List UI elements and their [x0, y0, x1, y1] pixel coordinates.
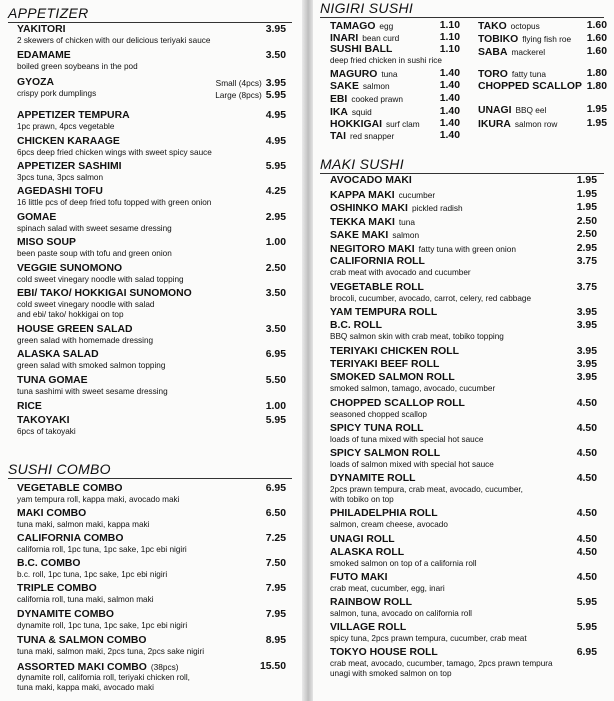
menu-item-name [330, 93, 403, 106]
menu-item-description: crab meat with avocado and cucumber [330, 268, 471, 277]
menu-item-description: loads of salmon mixed with special hot sauce [330, 460, 494, 469]
item-name: INARI [330, 33, 359, 44]
item-name: SMOKED SALMON ROLL [330, 372, 455, 383]
menu-item-name [17, 401, 42, 413]
menu-item-description: brocoli, cucumber, avocado, carrot, celery, red cabbage [330, 294, 531, 303]
menu-item-price: 7.50 [265, 558, 286, 569]
menu-item-name [330, 256, 425, 268]
menu-item-price: 2.50 [576, 216, 597, 227]
menu-item-price: 5.50 [265, 375, 286, 386]
menu-item-description: tuna sashimi with sweet sesame dressing [17, 387, 168, 396]
menu-item-name [330, 229, 419, 242]
menu-item-name [330, 175, 412, 187]
menu-item-name [330, 508, 438, 520]
item-inline-note: squid [351, 107, 372, 117]
menu-item-price: 3.75 [576, 256, 597, 267]
menu-item-price: 1.60 [586, 46, 607, 57]
menu-item-description: dynamite roll, california roll, teriyaki chicken roll, [17, 673, 190, 682]
menu-item-description: unagi with smoked salmon on top [330, 668, 452, 678]
menu-item-name [17, 212, 56, 224]
menu-item-price: 5.95 [265, 415, 286, 426]
menu-item-name [17, 237, 76, 249]
item-inline-note: salmon row [514, 119, 558, 129]
section-rule [8, 478, 292, 479]
menu-item-price: 3.95 [576, 372, 597, 383]
menu-item-price: 3.75 [576, 282, 597, 293]
size-price: 3.95 [265, 78, 286, 89]
menu-item-description: 6pcs deep fried chicken wings with sweet spicy sauce [17, 148, 212, 157]
menu-item-description: yam tempura roll, kappa maki, avocado maki [17, 495, 180, 504]
menu-item-name [330, 130, 394, 143]
item-inline-note: mackerel [511, 47, 546, 57]
menu-item-name [330, 243, 516, 256]
menu-item-description: 1pc prawn, 4pcs vegetable [17, 122, 115, 131]
item-name: B.C. ROLL [330, 320, 382, 331]
menu-item-price: 4.50 [576, 448, 597, 459]
menu-item-description: tuna maki, kappa maki, avocado maki [17, 682, 154, 692]
menu-item-description: green salad with smoked salmon topping [17, 361, 166, 370]
menu-item-description: 16 little pcs of deep fried tofu topped with green onion [17, 198, 212, 207]
item-name: RAINBOW ROLL [330, 597, 412, 608]
item-name: RICE [17, 401, 42, 412]
menu-item-price: 4.95 [265, 110, 286, 121]
menu-item-description: smoked salmon on top of a california roll [330, 559, 477, 568]
menu-item-price: 1.60 [586, 33, 607, 44]
section-rule [320, 17, 604, 18]
menu-item-description: been paste soup with tofu and green onion [17, 249, 172, 258]
menu-item-price: 4.50 [576, 423, 597, 434]
menu-item-name [330, 44, 392, 56]
item-name: TUNA & SALMON COMBO [17, 635, 147, 646]
item-name: GYOZA [17, 77, 54, 88]
menu-item-name [17, 583, 97, 595]
menu-item-price: 6.95 [265, 483, 286, 494]
item-name: TERIYAKI CHICKEN ROLL [330, 346, 459, 357]
menu-item-name [478, 46, 545, 59]
item-inline-note: surf clam [385, 119, 420, 129]
item-name: B.C. COMBO [17, 558, 81, 569]
menu-item-name [17, 375, 88, 387]
menu-item-description: cold sweet vinegary noodle with salad topping [17, 275, 184, 284]
menu-item-name [330, 647, 438, 659]
item-name: TOBIKO [478, 34, 519, 45]
item-inline-note: cucumber [398, 190, 436, 200]
menu-item-description: green salad with homemade dressing [17, 336, 154, 345]
menu-item-description: 6pcs of takoyaki [17, 427, 76, 436]
item-name: VEGETABLE COMBO [17, 483, 123, 494]
menu-item-price: 8.95 [265, 635, 286, 646]
size-option [146, 89, 286, 102]
menu-item-description: deep fried chicken in sushi rice [330, 56, 442, 65]
item-name: DYNAMITE COMBO [17, 609, 114, 620]
menu-item-price: 4.50 [576, 547, 597, 558]
menu-item-description: smoked salmon, tamago, avocado, cucumber [330, 384, 496, 393]
menu-item-price: 5.95 [576, 622, 597, 633]
menu-item-price: 1.40 [439, 118, 460, 129]
menu-item-name [478, 81, 582, 93]
menu-item-name [17, 533, 123, 545]
menu-item-name [330, 534, 395, 546]
menu-item-price: 1.95 [576, 189, 597, 200]
menu-item-description: crab meat, cucumber, egg, inari [330, 584, 445, 593]
menu-item-price: 1.80 [586, 68, 607, 79]
item-name: FUTO MAKI [330, 572, 388, 583]
item-name: TAMAGO [330, 21, 376, 32]
menu-item-description: california roll, 1pc tuna, 1pc sake, 1pc ebi nigiri [17, 545, 187, 554]
menu-item-price: 4.25 [265, 186, 286, 197]
section-rule [8, 22, 292, 23]
item-name: PHILADELPHIA ROLL [330, 508, 438, 519]
menu-item-price: 4.50 [576, 473, 597, 484]
menu-item-name [330, 597, 412, 609]
menu-item-description: california roll, tuna maki, salmon maki [17, 595, 154, 604]
menu-item-name [478, 20, 540, 33]
item-name: ASSORTED MAKI COMBO [17, 662, 147, 673]
menu-item-name [17, 263, 122, 275]
menu-item-description: BBQ salmon skin with crab meat, tobiko topping [330, 332, 504, 341]
item-inline-note: fatty tuna with green onion [418, 244, 516, 254]
menu-item-name [17, 558, 81, 570]
item-name: SAKE MAKI [330, 230, 389, 241]
menu-item-price: 1.10 [439, 44, 460, 55]
menu-item-price: 1.95 [586, 118, 607, 129]
menu-item-price: 4.95 [265, 136, 286, 147]
menu-item-price: 7.95 [265, 583, 286, 594]
item-name: CALIFORNIA ROLL [330, 256, 425, 267]
menu-item-name [17, 483, 122, 495]
section-title: SUSHI COMBO [8, 461, 111, 477]
menu-item-name [330, 346, 459, 358]
item-name: IKA [330, 107, 348, 118]
menu-item-description: boiled green soybeans in the pod [17, 62, 138, 71]
menu-item-description: salmon, tuna, avocado on california roll [330, 609, 472, 618]
menu-item-description: crispy pork dumplings [17, 89, 97, 98]
menu-item-description: 3pcs tuna, 3pcs salmon [17, 173, 104, 182]
size-label: Large (8pcs) [215, 90, 262, 100]
menu-item-description: 2 skewers of chicken with our delicious teriyaki sauce [17, 36, 211, 45]
menu-item-description: tuna maki, salmon maki, 2pcs tuna, 2pcs sake nigiri [17, 647, 205, 656]
menu-item-name [17, 609, 114, 621]
menu-item-description: b.c. roll, 1pc tuna, 1pc sake, 1pc ebi nigiri [17, 570, 168, 579]
item-inline-note: (38pcs) [150, 662, 179, 672]
menu-item-description: spicy tuna, 2pcs prawn tempura, cucumber, crab meat [330, 634, 527, 643]
item-name: EDAMAME [17, 50, 71, 61]
item-name: SUSHI BALL [330, 44, 393, 55]
menu-item-name [17, 110, 130, 122]
item-name: AGEDASHI TOFU [17, 186, 103, 197]
menu-item-price: 3.50 [265, 50, 286, 61]
menu-item-price: 4.50 [576, 572, 597, 583]
menu-item-price: 1.95 [576, 175, 597, 186]
menu-item-description: loads of tuna mixed with special hot sauce [330, 435, 484, 444]
menu-item-price: 1.40 [439, 80, 460, 91]
item-inline-note: octopus [510, 21, 540, 31]
item-name: YAKITORI [17, 24, 66, 35]
menu-item-price: 1.10 [439, 20, 460, 31]
item-name: EBI [330, 94, 348, 105]
item-name: TRIPLE COMBO [17, 583, 97, 594]
menu-item-description: and ebi/ tako/ hokkigai on top [17, 309, 124, 319]
menu-item-price: 3.95 [576, 346, 597, 357]
item-name: MAGURO [330, 69, 378, 80]
menu-item-price: 1.40 [439, 68, 460, 79]
menu-item-description: spinach salad with sweet sesame dressing [17, 224, 172, 233]
item-name: VEGGIE SUNOMONO [17, 263, 123, 274]
menu-item-name [17, 508, 86, 520]
item-inline-note: pickled radish [411, 203, 463, 213]
item-inline-note: egg [379, 21, 394, 31]
menu-item-price: 1.00 [265, 401, 286, 412]
item-inline-note: cooked prawn [351, 94, 403, 104]
item-name: TAKO [478, 21, 507, 32]
menu-item-price: 3.50 [265, 324, 286, 335]
item-name: IKURA [478, 119, 511, 130]
menu-item-price: 4.50 [576, 508, 597, 519]
menu-item-price: 7.95 [265, 609, 286, 620]
menu-item-name [330, 398, 465, 410]
menu-item-name [330, 202, 463, 215]
menu-item-name [330, 547, 404, 559]
menu-item-price: 4.50 [576, 398, 597, 409]
item-name: NEGITORO MAKI [330, 244, 415, 255]
item-inline-note: tuna [398, 217, 415, 227]
menu-item-price: 15.50 [259, 661, 286, 672]
menu-item-price: 6.95 [576, 647, 597, 658]
item-name: MISO SOUP [17, 237, 76, 248]
menu-item-price: 1.40 [439, 93, 460, 104]
item-name: SPICY SALMON ROLL [330, 448, 441, 459]
item-name: EBI/ TAKO/ HOKKIGAI SUNOMONO [17, 288, 192, 299]
section-title: APPETIZER [8, 5, 89, 21]
item-name: APPETIZER TEMPURA [17, 110, 130, 121]
item-name: AVOCADO MAKI [330, 175, 412, 186]
menu-item-price: 6.95 [265, 349, 286, 360]
menu-item-price: 2.50 [265, 263, 286, 274]
menu-fold [302, 0, 313, 701]
menu-item-description: 2pcs prawn tempura, crab meat, avocado, cucumber, [330, 485, 523, 494]
item-name: MAKI COMBO [17, 508, 87, 519]
menu-item-name [17, 288, 192, 300]
item-name: SPICY TUNA ROLL [330, 423, 424, 434]
size-price: 5.95 [265, 90, 286, 101]
menu-item-price: 1.80 [586, 81, 607, 92]
menu-item-name [17, 186, 103, 198]
section-title: NIGIRI SUSHI [320, 0, 414, 16]
item-name: TOKYO HOUSE ROLL [330, 647, 438, 658]
menu-item-name [478, 104, 546, 117]
menu-item-name [330, 372, 455, 384]
menu-item-description: salmon, cream cheese, avocado [330, 520, 448, 529]
menu-item-price: 5.95 [576, 597, 597, 608]
menu-item-price: 1.60 [586, 20, 607, 31]
menu-item-name [330, 216, 415, 229]
menu-item-price: 1.95 [586, 104, 607, 115]
menu-item-name [478, 68, 546, 81]
menu-item-description: seasoned chopped scallop [330, 410, 427, 419]
item-inline-note: red snapper [349, 131, 395, 141]
item-name: APPETIZER SASHIMI [17, 161, 122, 172]
menu-item-name [478, 118, 557, 131]
menu-item-name [330, 80, 390, 93]
menu-item-name [330, 622, 406, 634]
item-inline-note: salmon [362, 81, 390, 91]
item-name: SAKE [330, 81, 359, 92]
menu-item-price: 3.95 [576, 359, 597, 370]
menu-item-price: 1.40 [439, 106, 460, 117]
item-name: TAKOYAKI [17, 415, 70, 426]
item-inline-note: flying fish roe [522, 34, 572, 44]
menu-item-description: tuna maki, salmon maki, kappa maki [17, 520, 150, 529]
menu-item-name [17, 349, 99, 361]
menu-item-name [17, 24, 66, 36]
item-name: CHOPPED SCALLOP [478, 81, 582, 92]
menu-item-price: 5.95 [265, 161, 286, 172]
item-name: CHOPPED SCALLOP ROLL [330, 398, 465, 409]
menu-item-price: 3.95 [576, 307, 597, 318]
item-inline-note: tuna [381, 69, 398, 79]
menu-item-name [17, 136, 120, 148]
menu-item-name [330, 307, 437, 319]
item-name: GOMAE [17, 212, 57, 223]
menu-item-description: with tobiko on top [330, 494, 394, 504]
item-name: VEGETABLE ROLL [330, 282, 424, 293]
menu-item-price: 3.95 [265, 24, 286, 35]
item-inline-note: fatty tuna [511, 69, 546, 79]
item-name: OSHINKO MAKI [330, 203, 408, 214]
item-inline-note: bean curd [362, 33, 400, 43]
menu-item-price: 2.95 [576, 243, 597, 254]
size-label: Small (4pcs) [215, 78, 262, 88]
menu-item-price: 3.50 [265, 288, 286, 299]
menu-item-name [330, 572, 388, 584]
menu-item-description: crab meat, avocado, cucumber, tamago, 2pcs prawn tempura [330, 659, 553, 668]
menu-item-name [17, 635, 147, 647]
menu-item-price: 2.50 [576, 229, 597, 240]
menu-item-name [330, 282, 424, 294]
menu-item-price: 3.95 [576, 320, 597, 331]
menu-item-name [330, 448, 440, 460]
menu-item-name [330, 189, 435, 202]
item-name: HOKKIGAI [330, 119, 382, 130]
item-name: TERIYAKI BEEF ROLL [330, 359, 440, 370]
menu-item-name [17, 161, 122, 173]
menu-item-name [17, 415, 70, 427]
menu-item-name [330, 359, 439, 371]
menu-item-name [478, 33, 571, 46]
item-inline-note: salmon [392, 230, 420, 240]
item-name: DYNAMITE ROLL [330, 473, 416, 484]
menu-item-name [17, 50, 71, 62]
menu-item-name [330, 473, 415, 485]
item-name: TORO [478, 69, 508, 80]
item-name: YAM TEMPURA ROLL [330, 307, 438, 318]
item-inline-note: BBQ eel [515, 105, 547, 115]
menu-item-name [17, 324, 132, 336]
menu-item-price: 1.95 [576, 202, 597, 213]
section-title: MAKI SUSHI [320, 156, 404, 172]
menu-item-price: 4.50 [576, 534, 597, 545]
menu-item-name [330, 320, 382, 332]
item-name: TEKKA MAKI [330, 217, 395, 228]
item-name: KAPPA MAKI [330, 190, 395, 201]
item-name: HOUSE GREEN SALAD [17, 324, 133, 335]
item-name: UNAGI [478, 105, 512, 116]
item-name: ALASKA SALAD [17, 349, 99, 360]
item-name: ALASKA ROLL [330, 547, 405, 558]
item-name: UNAGI ROLL [330, 534, 395, 545]
item-name: CALIFORNIA COMBO [17, 533, 124, 544]
menu-item-price: 1.40 [439, 130, 460, 141]
item-name: VILLAGE ROLL [330, 622, 407, 633]
menu-item-price: 7.25 [265, 533, 286, 544]
menu-item-description: dynamite roll, 1pc tuna, 1pc sake, 1pc ebi nigiri [17, 621, 188, 630]
item-name: TAI [330, 131, 346, 142]
section-rule [320, 173, 604, 174]
menu-item-name [17, 77, 54, 89]
menu-item-price: 1.10 [439, 32, 460, 43]
menu-item-price: 6.50 [265, 508, 286, 519]
item-name: CHICKEN KARAAGE [17, 136, 120, 147]
menu-item-price: 1.00 [265, 237, 286, 248]
menu-item-name [330, 423, 424, 435]
item-name: SABA [478, 47, 508, 58]
menu-item-description: cold sweet vinegary noodle with salad [17, 300, 155, 309]
menu-item-price: 2.95 [265, 212, 286, 223]
item-name: TUNA GOMAE [17, 375, 88, 386]
